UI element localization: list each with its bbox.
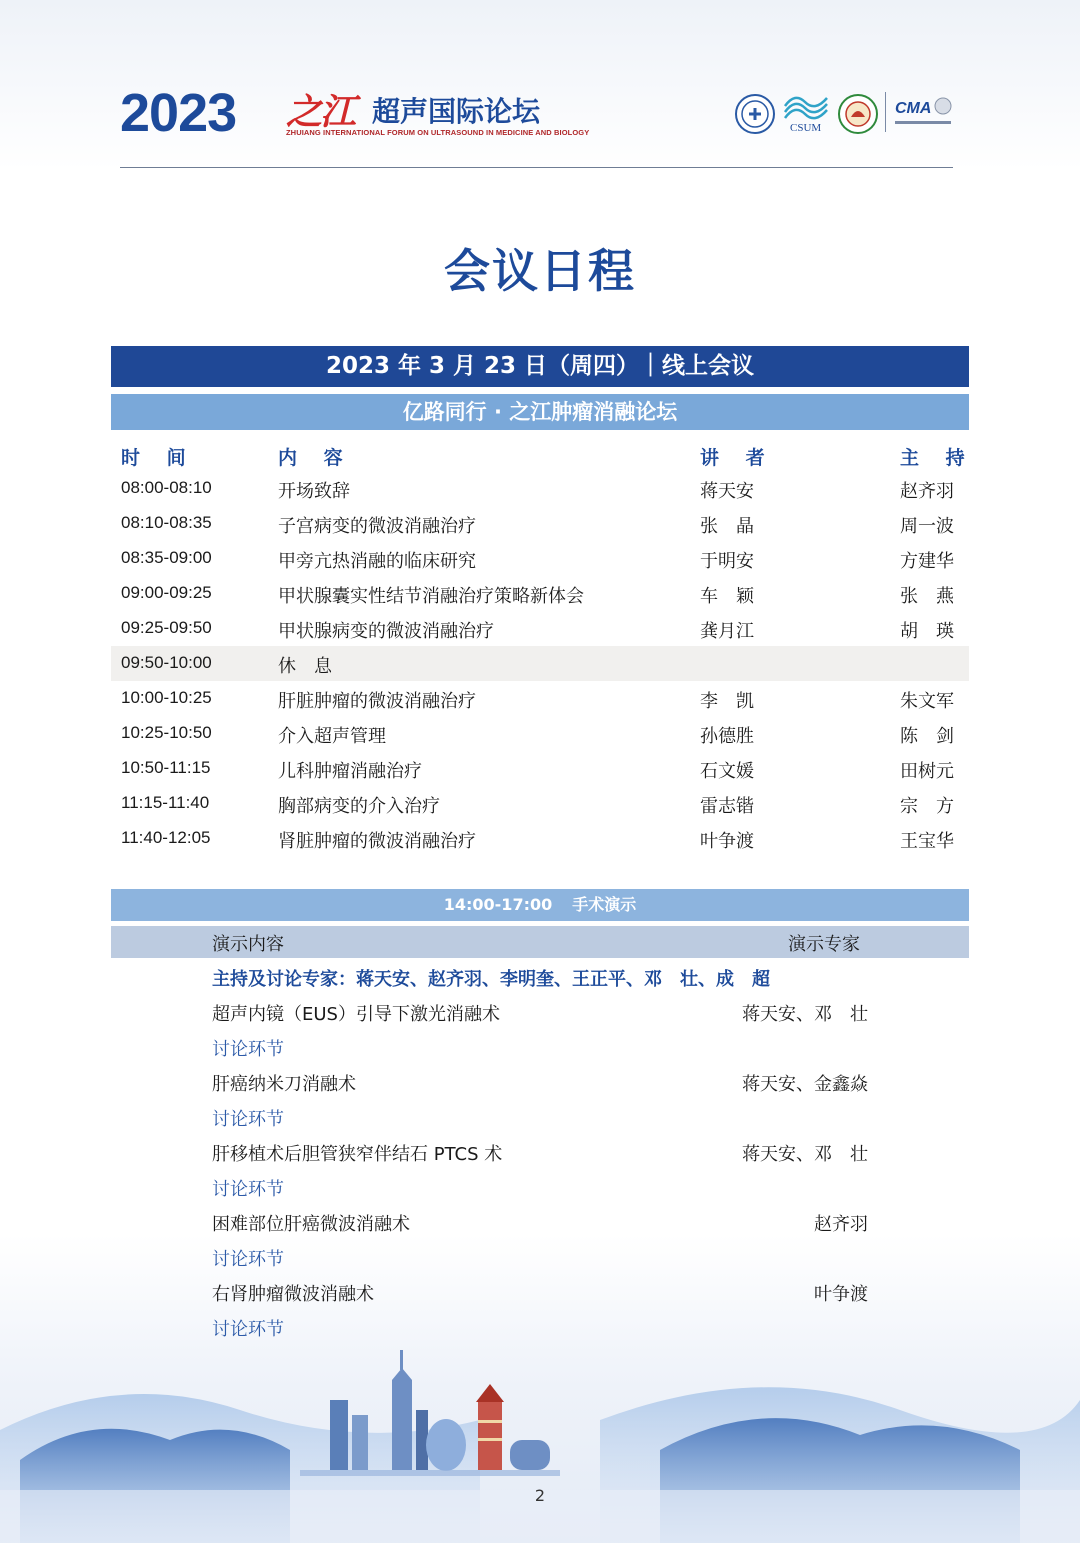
demo-item-topic: 困难部位肝癌微波消融术 (212, 1214, 410, 1235)
demo-banner (111, 889, 969, 921)
forum-name: 超声国际论坛 (372, 95, 541, 128)
row-host: 赵齐羽 (900, 481, 954, 502)
row-host: 胡 瑛 (900, 621, 954, 642)
row-time: 10:50-11:15 (121, 758, 211, 777)
schedule-row (111, 716, 969, 751)
row-time: 09:25-09:50 (121, 618, 212, 637)
demo-item-expert: 蒋天安、邓 壮 (742, 1144, 868, 1165)
row-time: 10:00-10:25 (121, 688, 212, 707)
demo-item-expert: 赵齐羽 (814, 1214, 868, 1235)
csum-wave-logo-icon (783, 90, 829, 126)
page-title: 会议日程 (444, 244, 636, 298)
row-time: 09:00-09:25 (121, 583, 212, 602)
row-host: 周一波 (900, 516, 954, 537)
row-speaker: 于明安 (700, 551, 754, 572)
demo-item-topic: 肝癌纳米刀消融术 (212, 1074, 356, 1095)
row-topic: 开场致辞 (278, 481, 350, 502)
day-banner: 2023 年 3 月 23 日（周四）｜线上会议 (111, 346, 969, 387)
row-speaker: 叶争渡 (700, 831, 754, 852)
demo-item-topic: 肝移植术后胆管狭窄伴结石 PTCS 术 (212, 1144, 503, 1165)
demo-moderators: 主持及讨论专家：蒋天安、赵齐羽、李明奎、王正平、邓 壮、成 超 (212, 969, 770, 990)
row-speaker: 李 凯 (700, 691, 754, 712)
row-host: 方建华 (900, 551, 954, 572)
row-topic: 胸部病变的介入治疗 (278, 796, 440, 817)
demo-column-expert: 演示专家 (788, 934, 860, 955)
row-topic: 甲状腺病变的微波消融治疗 (278, 621, 494, 642)
row-topic: 儿科肿瘤消融治疗 (278, 761, 422, 782)
forum-year: 2023 (120, 83, 237, 143)
demo-discussion: 讨论环节 (212, 1249, 284, 1270)
forum-subtitle: ZHUIANG INTERNATIONAL FORUM ON ULTRASOUND IN MEDICINE AND BIOLOGY (286, 128, 590, 137)
row-topic: 肾脏肿瘤的微波消融治疗 (278, 831, 476, 852)
demo-discussion: 讨论环节 (212, 1109, 284, 1130)
association-emblem-icon (837, 93, 879, 135)
row-host: 朱文军 (900, 691, 954, 712)
svg-text:CMA: CMA (895, 100, 932, 117)
row-topic: 介入超声管理 (278, 726, 386, 747)
row-time: 08:10-08:35 (121, 513, 212, 532)
row-topic: 子宫病变的微波消融治疗 (278, 516, 476, 537)
demo-discussion: 讨论环节 (212, 1179, 284, 1200)
header-rule (120, 167, 953, 168)
schedule-row (111, 471, 969, 506)
column-header-topic: 内 容 (278, 447, 353, 469)
row-topic: 肝脏肿瘤的微波消融治疗 (278, 691, 476, 712)
column-header-speaker: 讲 者 (700, 447, 775, 469)
row-speaker: 蒋天安 (700, 481, 754, 502)
row-speaker: 张 晶 (700, 516, 754, 537)
demo-item-topic: 超声内镜（EUS）引导下激光消融术 (212, 1004, 500, 1025)
row-time: 11:40-12:05 (121, 828, 211, 847)
forum-brand-script: 之江 (286, 91, 355, 133)
row-host: 陈 剑 (900, 726, 954, 747)
demo-item-expert: 蒋天安、金鑫焱 (742, 1074, 868, 1095)
column-header-time: 时 间 (121, 447, 196, 469)
row-topic: 甲状腺囊实性结节消融治疗策略新体会 (278, 586, 584, 607)
row-time: 09:50-10:00 (121, 653, 212, 672)
demo-item-expert: 叶争渡 (814, 1284, 868, 1305)
csum-label: CSUM (790, 122, 822, 134)
row-time: 08:00-08:10 (121, 478, 212, 497)
schedule-row (111, 576, 969, 611)
session-banner: 亿路同行 · 之江肿瘤消融论坛 (111, 394, 969, 430)
column-header-host: 主 持 (900, 447, 975, 469)
schedule-row (111, 506, 969, 541)
page-number: 2 (534, 1486, 546, 1505)
row-speaker: 雷志锴 (700, 796, 754, 817)
schedule-row (111, 821, 969, 856)
schedule-row (111, 786, 969, 821)
cma-logo-icon (893, 93, 955, 133)
schedule-row (111, 751, 969, 786)
demo-column-content: 演示内容 (212, 934, 284, 955)
row-time: 08:35-09:00 (121, 548, 212, 567)
row-topic: 甲旁亢热消融的临床研究 (278, 551, 476, 572)
logo-divider (885, 92, 886, 132)
demo-discussion: 讨论环节 (212, 1039, 284, 1060)
demo-time: 14:00-17:00 (443, 895, 553, 914)
row-host: 张 燕 (900, 586, 954, 607)
demo-item-expert: 蒋天安、邓 壮 (742, 1004, 868, 1025)
society-seal-icon (734, 93, 776, 135)
row-topic: 休 息 (278, 656, 332, 677)
demo-title: 手术演示 (572, 895, 637, 914)
schedule-row (111, 541, 969, 576)
demo-item-topic: 右肾肿瘤微波消融术 (212, 1284, 374, 1305)
row-speaker: 龚月江 (700, 621, 754, 642)
row-time: 10:25-10:50 (121, 723, 212, 742)
row-host: 田树元 (900, 761, 954, 782)
schedule-row (111, 681, 969, 716)
row-time: 11:15-11:40 (121, 793, 210, 812)
skyline-illustration (0, 1340, 1080, 1543)
row-speaker: 孙德胜 (700, 726, 754, 747)
row-host: 王宝华 (900, 831, 954, 852)
demo-discussion: 讨论环节 (212, 1319, 284, 1340)
row-speaker: 石文媛 (700, 761, 754, 782)
schedule-row (111, 611, 969, 646)
demo-header-row (111, 926, 969, 958)
schedule-row-break (111, 646, 969, 681)
row-speaker: 车 颖 (700, 586, 754, 607)
row-host: 宗 方 (900, 796, 954, 817)
